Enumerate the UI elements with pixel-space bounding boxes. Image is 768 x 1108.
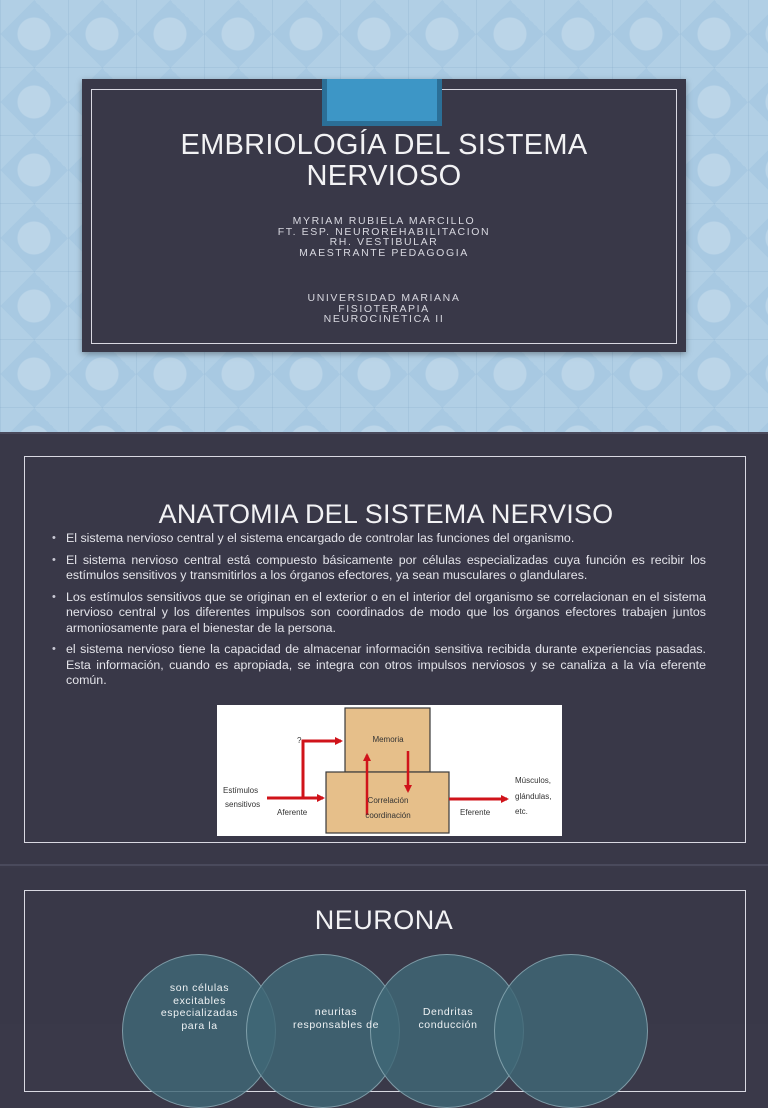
bullet-list bbox=[52, 531, 706, 695]
circle-text-line: responsables de bbox=[292, 1018, 380, 1031]
institution-line: UNIVERSIDAD MARIANA bbox=[307, 292, 461, 304]
input-label-1: Estímulos bbox=[223, 786, 259, 795]
author-line: FT. ESP. NEUROREHABILITACION bbox=[277, 225, 491, 238]
center-label-1: Correlación bbox=[367, 796, 409, 805]
bullet-item: • Los estímulos sensitivos que se originan en el exterior o en el interior del organismo se correlacionan en el sistema nervioso central y los diferentes impulsos son coordinados de modo que los órganos efectores trabajen juntos armoniosamente para el bienestar de la persona. bbox=[52, 590, 706, 637]
afferent-label: Aferente bbox=[277, 808, 308, 817]
author-block bbox=[82, 216, 686, 258]
slide-title: NEURONA bbox=[314, 905, 454, 935]
author-line: MYRIAM RUBIELA MARCILLO bbox=[292, 215, 476, 227]
circle-text-line: neuritas bbox=[314, 1006, 358, 1018]
institution-block bbox=[82, 293, 686, 325]
bullet-item: • El sistema nervioso central está compuesto básicamente por células especializadas cuya función es recibir los estímulos sensitivos y transmitirlos a los órganos efectores, ya sean musculares o glandulares. bbox=[52, 553, 706, 584]
presentation-title bbox=[82, 130, 686, 192]
accent-tab bbox=[322, 79, 442, 126]
center-label-2: coordinación bbox=[365, 811, 411, 820]
author-line: RH. VESTIBULAR bbox=[329, 236, 439, 248]
bullet-item: • el sistema nervioso tiene la capacidad de almacenar información sensitiva recibida durante experiencias pasadas. Esta información, cuando es apropiada, se integra con otros impulsos nerviosos y se canaliza a la vía eferente común. bbox=[52, 642, 706, 689]
title-line-1: EMBRIOLOGÍA DEL SISTEMA bbox=[180, 129, 588, 161]
nervous-system-diagram bbox=[217, 705, 562, 836]
institution-line: FISIOTERAPIA bbox=[338, 302, 430, 315]
bullet-item: • El sistema nervioso central y el sistema encargado de controlar las funciones del organismo. bbox=[52, 531, 706, 547]
slide-separator bbox=[0, 864, 768, 866]
output-label-3: etc. bbox=[515, 807, 528, 816]
title-line-2: NERVIOSO bbox=[306, 160, 462, 192]
input-label-2: sensitivos bbox=[225, 800, 261, 809]
circle-text-line: excitables bbox=[173, 994, 226, 1007]
title-card bbox=[82, 79, 686, 352]
efferent-label: Eferente bbox=[460, 808, 491, 817]
institution-line: NEUROCINETICA II bbox=[323, 313, 445, 325]
question-label: ? bbox=[297, 736, 302, 745]
circle-text bbox=[276, 1006, 396, 1031]
anatomy-slide bbox=[0, 434, 768, 864]
slide-title: ANATOMIA DEL SISTEMA NERVISO bbox=[158, 499, 614, 529]
title-slide bbox=[0, 0, 768, 432]
output-label-2: glándulas, bbox=[515, 792, 552, 801]
circle-text-line: conducción bbox=[418, 1018, 478, 1031]
circle-text bbox=[393, 1006, 503, 1031]
circle-text-line: Dendritas bbox=[422, 1006, 474, 1018]
output-label-1: Músculos, bbox=[515, 776, 552, 785]
author-line: MAESTRANTE PEDAGOGIA bbox=[299, 246, 469, 259]
circle-text-line: para la bbox=[181, 1019, 218, 1032]
circle-text-line: son células bbox=[169, 982, 230, 994]
slide-separator bbox=[0, 432, 768, 434]
concept-circle bbox=[494, 954, 648, 1108]
memory-label: Memoria bbox=[372, 735, 404, 744]
circle-text-line: especializadas bbox=[160, 1007, 239, 1019]
circle-text bbox=[142, 982, 257, 1032]
neuron-slide bbox=[0, 868, 768, 1032]
